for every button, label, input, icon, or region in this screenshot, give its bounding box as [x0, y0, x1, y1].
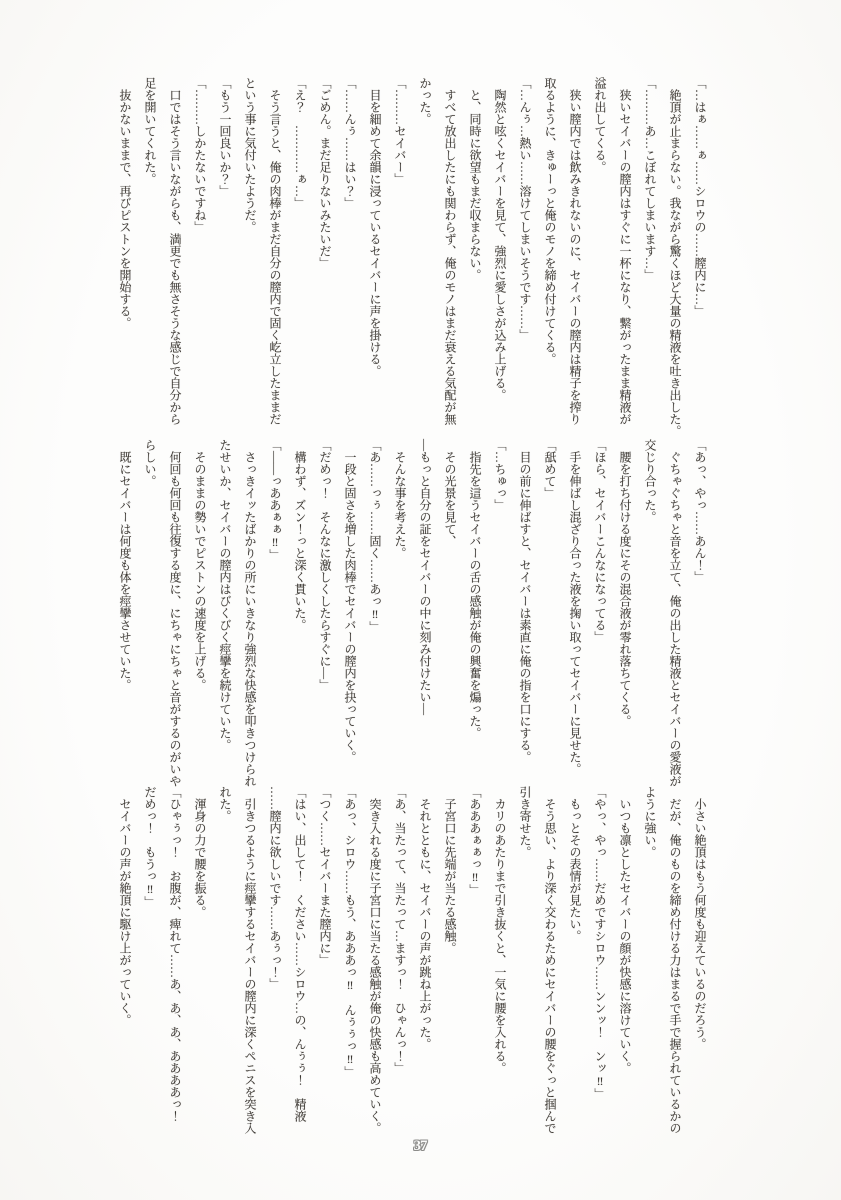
- text-line: かった。: [418, 77, 432, 125]
- text-line: 「ひゃぅっ！ お腹が、痺れて……あ、あ、あ、ああああっ！: [168, 786, 182, 1122]
- text-line: ように強い。: [643, 786, 657, 858]
- text-line: 小さい絶頂はもう何度も迎えているのだろう。: [693, 786, 707, 1050]
- text-line: すべて放出したにも関わらず、俺のモノはまだ衰える気配が無: [443, 77, 457, 425]
- text-line: 「もう一回良いか？」: [218, 77, 232, 197]
- text-line: 「舐めて」: [543, 439, 557, 499]
- text-line: 口ではそう言いながらも、満更でも無さそうな感じで自分から: [168, 77, 182, 425]
- text-line: 「…ちゅっ」: [493, 439, 507, 511]
- text-line: 絶頂が止まらない。我ながら驚くほど大量の精液を吐き出した。: [668, 77, 682, 437]
- text-line: 「あっ、やっ……あん！」: [693, 439, 707, 583]
- text-line: そう思い、より深く交わるためにセイバーの腰をぐっと掴んで: [543, 786, 557, 1134]
- text-line: ―もっと自分の証をセイバーの中に刻み付けたい―: [418, 439, 432, 715]
- text-line: 目を細めて余韻に浸っているセイバーに声を掛ける。: [368, 77, 382, 377]
- text-line: カリのあたりまで引き抜くと、一気に腰を入れる。: [493, 786, 507, 1074]
- text-line: 「ほら、セイバーこんなになってる」: [593, 439, 607, 643]
- text-line: 「あ……っぅ……固く……あっ‼」: [368, 439, 382, 633]
- text-line: 「…はぁ……ぁ……シロウの……膣内に…」: [693, 77, 707, 317]
- text-line: 「あああぁぁっ‼」: [468, 786, 482, 896]
- text-line: 目の前に伸ばすと、セイバーは素直に俺の指を口にする。: [518, 439, 532, 763]
- text-line: 指先を這うセイバーの舌の感触が俺の興奮を煽った。: [468, 439, 482, 739]
- text-line: と、同時に欲望もまだ収まらない。: [468, 77, 482, 281]
- text-band-middle: [112, 439, 712, 799]
- text-line: そんな事を考えた。: [393, 439, 407, 559]
- text-line: セイバーの声が絶頂に駆け上がっていく。: [118, 786, 132, 1026]
- text-line: 「はい、出して！ ください……シロウ…の、んぅぅ！ 精液: [293, 786, 307, 1122]
- text-line: 手を伸ばし混ざり合った液を掬い取ってセイバーに見せた。: [568, 439, 582, 775]
- text-line: 「あ、当たって、当たって…ますっ！ ひゃんっ！」: [393, 786, 407, 1074]
- text-line: 「………しかたないですね」: [193, 77, 207, 233]
- text-line: たせいか、セイバーの膣内はびくびく痙攣を続けていた。: [218, 439, 232, 751]
- text-line: ぐちゃぐちゃと音を立て、俺の出した精液とセイバーの愛液が: [668, 439, 682, 787]
- text-line: 抜かないままで、再びピストンを開始する。: [118, 77, 132, 329]
- text-line: 「だめっ！ そんなに激しくしたらすぐに―」: [318, 439, 332, 691]
- text-line: 既にセイバーは何度も体を痙攣させていた。: [118, 439, 132, 691]
- text-line: さっきイッたばかりの所にいきなり強烈な快感を叩きつけられ: [243, 439, 257, 787]
- text-line: ……膣内に欲しいです……あぅっ！」: [268, 786, 282, 990]
- text-line: 溢れ出してくる。: [593, 77, 607, 173]
- text-line: 構わず、ズン！っと深く貫いた。: [293, 439, 307, 631]
- text-line: 「やっ、やっ……だめですシロウ……ンンッ！ ンッ‼」: [593, 786, 607, 1100]
- text-line: 引きつるように痙攣するセイバーの膣内に深くペニスを突き入: [243, 786, 257, 1134]
- text-line: 引き寄せた。: [518, 786, 532, 858]
- text-line: 交じり合った。: [643, 439, 657, 523]
- text-line: 「…んぅ…熱い……溶けてしまいそうです……」: [518, 77, 532, 341]
- page-number: 37: [413, 1138, 427, 1154]
- text-line: 「え？ …………ぁ…」: [293, 77, 307, 209]
- text-line: 陶然と呟くセイバーを見て、強烈に愛しさが込み上げる。: [493, 77, 507, 401]
- text-line: 何回も何回も往復する度に、にちゃにちゃと音がするのがいや: [168, 439, 182, 787]
- text-line: 足を開いてくれた。: [143, 77, 157, 185]
- text-line: らしい。: [143, 439, 157, 487]
- text-line: 「ごめん。まだ足りないみたいだ」: [318, 77, 332, 269]
- text-line: 狭い膣内では飲みきれないのに、セイバーの膣内は精子を搾り: [568, 77, 582, 425]
- text-line: 腰を打ち付ける度にその混合液が零れ落ちてくる。: [618, 439, 632, 727]
- text-line: 渾身の力で腰を振る。: [193, 786, 207, 918]
- text-line: それとともに、セイバーの声が跳ね上がった。: [418, 786, 432, 1050]
- text-line: 「あっ、シロウ……もう、あああっ‼ んぅぅっ‼」: [343, 786, 357, 1078]
- text-line: 「……んぅ……はい？」: [343, 77, 357, 209]
- text-band-bottom: [112, 786, 712, 1150]
- text-line: そう言うと、俺の肉棒がまだ自分の膣内で固く屹立したままだ: [268, 77, 282, 425]
- text-line: もっとその表情が見たい。: [568, 786, 582, 942]
- text-line: 突き入れる度に子宮口に当たる感触が俺の快感も高めていく。: [368, 786, 382, 1134]
- text-line: その光景を見て、: [443, 439, 457, 547]
- text-line: 「………セイバー」: [393, 77, 407, 185]
- text-band-top: [112, 77, 712, 443]
- text-line: 一段と固さを増した肉棒でセイバーの膣内を抉っていく。: [343, 439, 357, 763]
- text-line: そのままの勢いでピストンの速度を上げる。: [193, 439, 207, 691]
- text-line: 「つく……セイバーまた膣内に」: [318, 786, 332, 966]
- text-line: いつも凛としたセイバーの顔が快感に溶けていく。: [618, 786, 632, 1074]
- text-line: という事に気付いたようだ。: [243, 77, 257, 233]
- text-line: 取るように、きゅーっと俺のモノを締め付けてくる。: [543, 77, 557, 365]
- text-line: だめっ！ もうっ‼」: [143, 786, 157, 908]
- text-line: 「………あ…こぼれてしまいます…」: [643, 77, 657, 281]
- text-line: だが、俺のものを締め付ける力はまるで手で握られているかの: [668, 786, 682, 1134]
- text-line: 「――っああぁぁ‼」: [268, 439, 282, 561]
- text-line: 狭いセイバーの膣内はすぐに一杯になり、繋がったまま精液が: [618, 77, 632, 425]
- text-line: れた。: [218, 786, 232, 822]
- text-line: 子宮口に先端が当たる感触。: [443, 786, 457, 954]
